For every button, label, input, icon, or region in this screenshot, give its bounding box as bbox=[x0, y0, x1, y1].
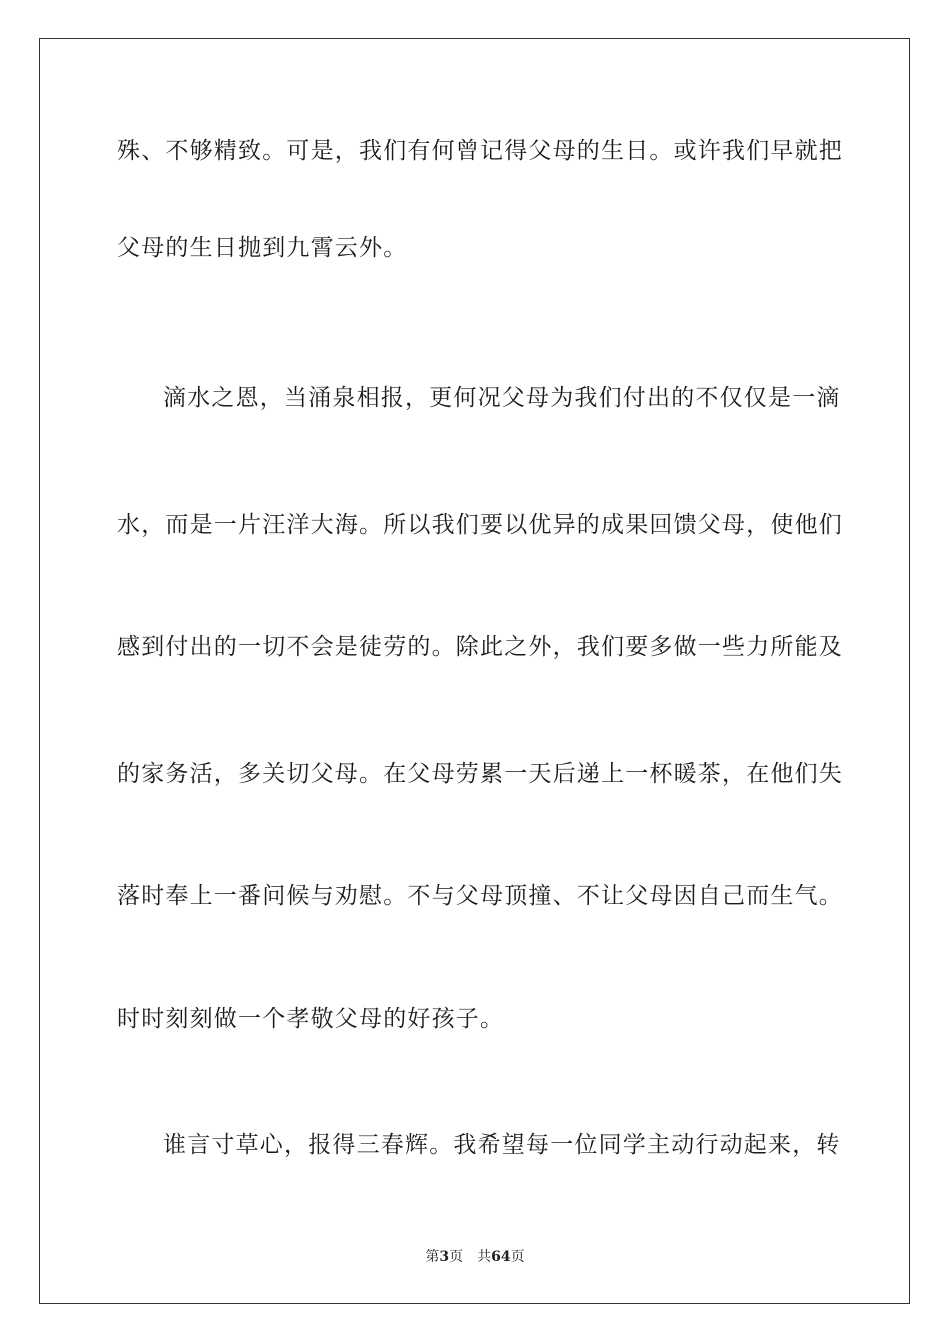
page-footer bbox=[0, 1246, 950, 1266]
total-prefix: 共 bbox=[477, 1249, 492, 1265]
text-line-4: 水，而是一片汪洋大海。所以我们要以优异的成果回馈父母，使他们 bbox=[117, 512, 843, 538]
text-line-1: 殊、不够精致。可是，我们有何曾记得父母的生日。或许我们早就把 bbox=[117, 138, 843, 164]
page-suffix: 页 bbox=[449, 1249, 464, 1265]
page-prefix: 第 bbox=[425, 1249, 440, 1265]
text-line-2: 父母的生日抛到九霄云外。 bbox=[117, 235, 408, 261]
text-line-6: 的家务活，多关切父母。在父母劳累一天后递上一杯暖茶，在他们失 bbox=[117, 761, 843, 787]
paragraph-2-line-1: 滴水之恩，当涌泉相报，更何况父母为我们付出的不仅仅是一滴 bbox=[163, 385, 841, 411]
text-line-5: 感到付出的一切不会是徒劳的。除此之外，我们要多做一些力所能及 bbox=[117, 634, 843, 660]
total-pages: 64 bbox=[491, 1249, 511, 1265]
page-border bbox=[39, 38, 910, 1304]
text-line-7: 落时奉上一番问候与劝慰。不与父母顶撞、不让父母因自己而生气。 bbox=[117, 883, 843, 909]
total-suffix: 页 bbox=[510, 1249, 525, 1265]
text-line-8: 时时刻刻做一个孝敬父母的好孩子。 bbox=[117, 1006, 505, 1032]
page-number: 3 bbox=[439, 1249, 450, 1265]
paragraph-3-line-1: 谁言寸草心，报得三春辉。我希望每一位同学主动行动起来，转 bbox=[163, 1132, 841, 1158]
